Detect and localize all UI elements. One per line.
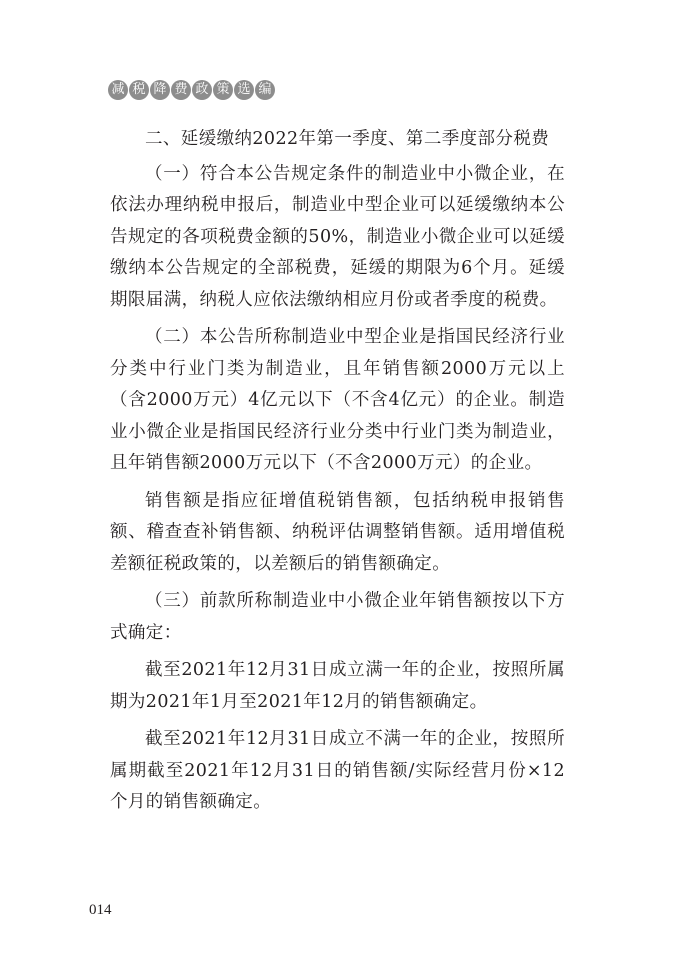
series-title-char: 费 <box>171 80 191 100</box>
body-paragraph: 截至2021年12月31日成立不满一年的企业，按照所属期截至2021年12月31日的销售额/实际经营月份×12个月的销售额确定。 <box>110 729 565 812</box>
body-paragraph: 销售额是指应征增值税销售额，包括纳税申报销售额、稽查查补销售额、纳税评估调整销售额。适用增值税差额征税政策的，以差额后的销售额确定。 <box>110 490 565 574</box>
series-title-char: 税 <box>129 80 149 100</box>
body-paragraph: 截至2021年12月31日成立满一年的企业，按照所属期为2021年1月至2021年12月的销售额确定。 <box>110 660 565 712</box>
page-body <box>110 124 565 819</box>
series-title-char: 减 <box>108 80 128 100</box>
section-heading: 二、延缓缴纳2022年第一季度、第二季度部分税费 <box>145 129 550 149</box>
body-paragraph: （一）符合本公告规定条件的制造业中小微企业，在依法办理纳税申报后，制造业中型企业可以延缓缴纳本公告规定的各项税费金额的50%，制造业小微企业可以延缓缴纳本公告规定的全部税费，延缓的期限为6个月。延缓期限届满，纳税人应依法缴纳相应月份或者季度的税费。 <box>110 163 565 310</box>
body-paragraph: （二）本公告所称制造业中型企业是指国民经济行业分类中行业门类为制造业，且年销售额2000万元以上（含2000万元）4亿元以下（不含4亿元）的企业。制造业小微企业是指国民经济行业分类中行业门类为制造业，且年销售额2000万元以下（不含2000万元）的企业。 <box>110 327 565 473</box>
series-title-char: 选 <box>234 80 254 100</box>
body-paragraph: （三）前款所称制造业中小微企业年销售额按以下方式确定： <box>110 591 565 643</box>
series-title-char: 降 <box>150 80 170 100</box>
series-title-char: 策 <box>213 80 233 100</box>
series-title-char: 编 <box>255 80 275 100</box>
series-title-char: 政 <box>192 80 212 100</box>
page-number: 014 <box>89 902 112 918</box>
series-title-badges <box>108 80 275 100</box>
